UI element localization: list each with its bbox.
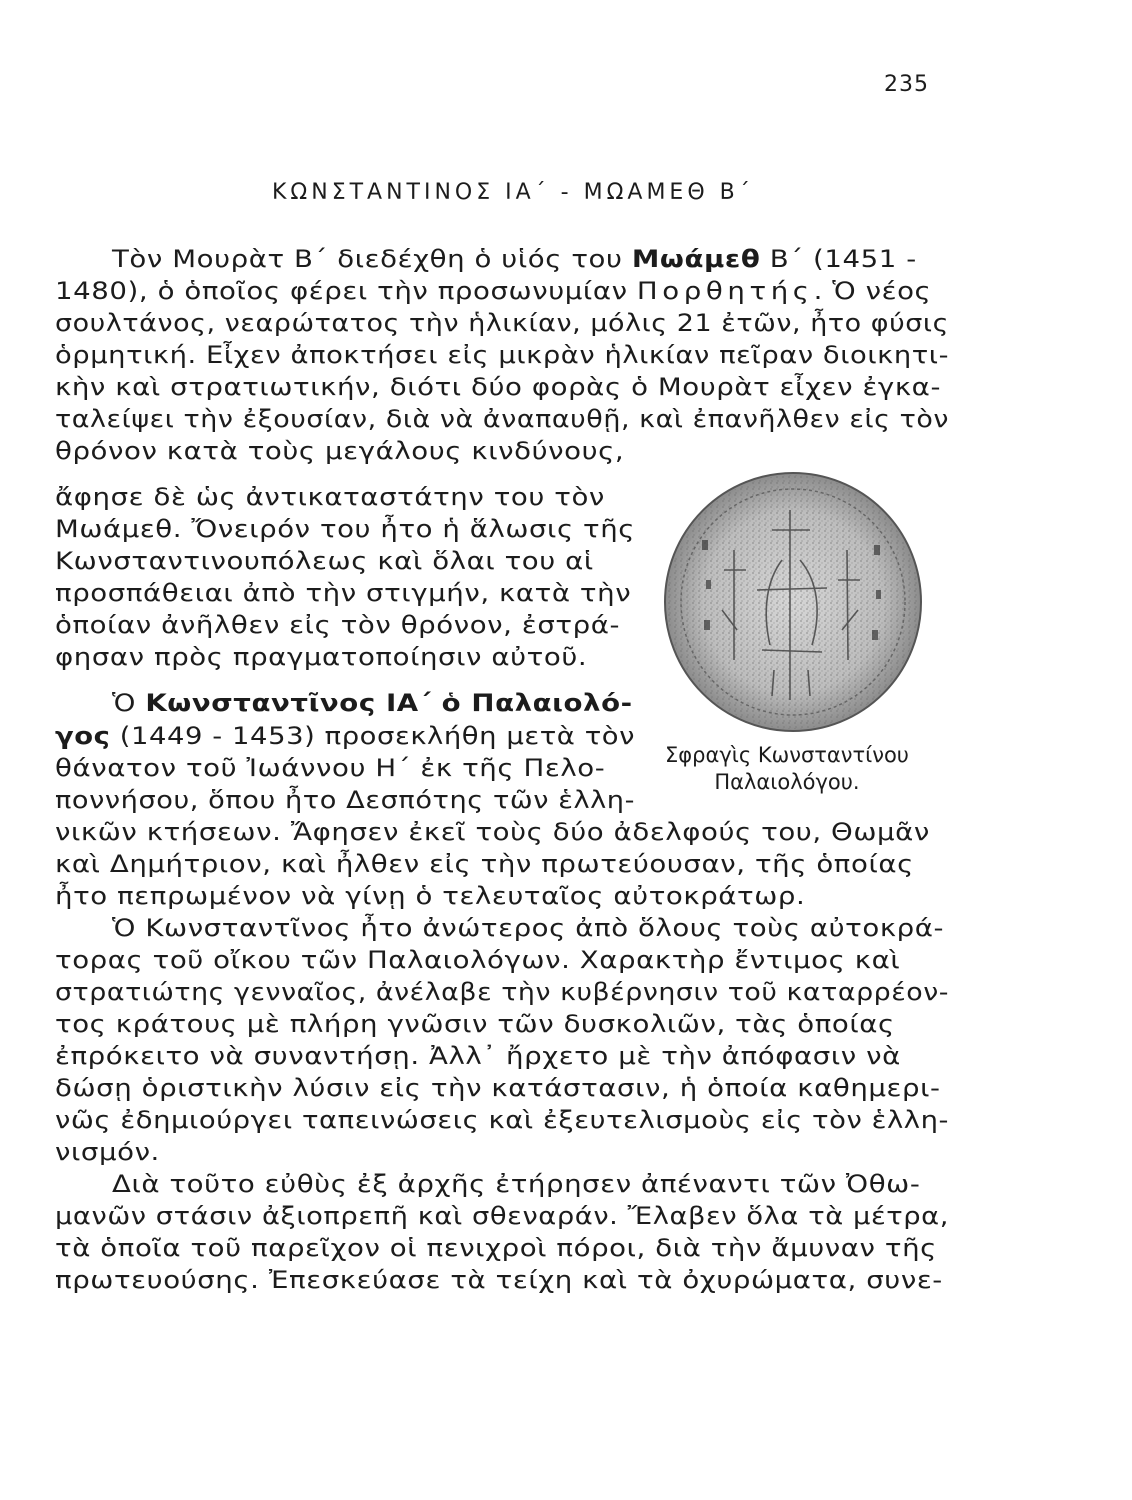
text-segment: ὁποίαν ἀνῆλθεν εἰς τὸν θρόνον, ἐστρά- [55, 611, 621, 639]
text-segment: (1449 - 1453) προσεκλήθη μετὰ τὸν [110, 722, 636, 750]
text-segment: ἐπρόκειτο νὰ συναντήσῃ. Ἀλλ᾽ ἤρχετο μὲ τὴν ἀπόφασιν νὰ [55, 1042, 901, 1070]
text-segment: νισμόν. [55, 1138, 160, 1166]
text-line [55, 308, 949, 338]
text-segment: τορας τοῦ οἴκου τῶν Παλαιολόγων. Χαρακτὴρ ἔντιμος καὶ [55, 946, 901, 974]
text-segment: νικῶν κτήσεων. Ἄφησεν ἐκεῖ τοὺς δύο ἀδελφούς του, Θωμᾶν [55, 818, 930, 846]
text-line [112, 913, 944, 943]
text-segment: μανῶν στάσιν ἀξιοπρεπῆ καὶ σθεναράν. Ἔλαβεν ὅλα τὰ μέτρα, [55, 1202, 949, 1230]
text-segment: Ὁ [112, 689, 146, 717]
text-line [55, 642, 587, 672]
page-number: 235 [884, 72, 929, 97]
text-segment: προσπάθειαι ἀπὸ τὴν στιγμήν, κατὰ τὴν [55, 579, 632, 607]
text-segment: 1480), ὁ ὁποῖος φέρει τὴν προσωνυμίαν [55, 277, 637, 305]
text-line [55, 404, 949, 434]
figure-caption-line2: Παλαιολόγου. [714, 770, 860, 794]
text-line [112, 688, 633, 718]
text-line [55, 372, 941, 402]
text-line [55, 1105, 949, 1135]
text-line [55, 482, 605, 512]
seal-of-constantine-image [662, 470, 924, 734]
text-line [55, 514, 635, 544]
text-line [55, 1041, 901, 1071]
text-line [55, 1137, 160, 1167]
text-segment: θρόνον κατὰ τοὺς μεγάλους κινδύνους, [55, 437, 625, 465]
text-segment: Κωνσταντινουπόλεως καὶ ὅλαι του αἱ [55, 547, 594, 575]
text-segment: ἦτο πεπρωμένον νὰ γίνῃ ὁ τελευταῖος αὐτοκράτωρ. [55, 882, 806, 910]
text-segment: σουλτάνος, νεαρώτατος τὴν ἡλικίαν, μόλις 21 ἐτῶν, ἦτο φύσις [55, 309, 949, 337]
text-segment: στρατιώτης γενναῖος, ἀνέλαβε τὴν κυβέρνησιν τοῦ καταρρέον- [55, 978, 950, 1006]
text-segment: . Ὁ νέος [813, 277, 932, 305]
figure-caption-line1: Σφραγὶς Κωνσταντίνου [665, 743, 909, 767]
text-line [55, 881, 805, 911]
text-segment: Τὸν Μουρὰτ Β΄ διεδέχθη ὁ υἱός του [112, 245, 632, 273]
text-line [55, 340, 949, 370]
text-segment: γος [55, 722, 111, 750]
text-segment: δώσῃ ὁριστικὴν λύσιν εἰς τὴν κατάστασιν, ἡ ὁποία καθημερι- [55, 1074, 941, 1102]
text-segment: ὁρμητική. Εἶχεν ἀποκτήσει εἰς μικρὰν ἡλικίαν πεῖραν διοικητι- [55, 341, 950, 369]
text-segment: ταλείψει τὴν ἐξουσίαν, διὰ νὰ ἀναπαυθῇ, καὶ ἐπανῆλθεν εἰς τὸν [55, 405, 949, 433]
text-segment: καὶ Δημήτριον, καὶ ἦλθεν εἰς τὴν πρωτεύουσαν, τῆς ὁποίας [55, 850, 914, 878]
text-line [55, 977, 949, 1007]
text-line [55, 1073, 941, 1103]
text-segment: Μωάμεθ. Ὄνειρόν του ἦτο ἡ ἅλωσις τῆς [55, 515, 635, 543]
chapter-heading: ΚΩΝΣΤΑΝΤΙΝΟΣ ΙΑ΄ - ΜΩΑΜΕΘ Β΄ [272, 180, 754, 205]
text-segment: ἄφησε δὲ ὡς ἀντικαταστάτην του τὸν [55, 483, 605, 511]
text-line [55, 785, 635, 815]
text-line [55, 436, 624, 466]
text-line [55, 817, 930, 847]
text-segment: φησαν πρὸς πραγματοποίησιν αὐτοῦ. [55, 643, 588, 671]
text-line [55, 721, 635, 751]
text-segment: Πορθητής [636, 277, 814, 305]
text-line [55, 546, 594, 576]
text-line [55, 1233, 937, 1263]
text-line [55, 1201, 949, 1231]
text-segment: νῶς ἐδημιούργει ταπεινώσεις καὶ ἐξευτελισμοὺς εἰς τὸν ἑλλη- [55, 1106, 950, 1134]
text-segment: τὰ ὁποῖα τοῦ παρεῖχον οἱ πενιχροὶ πόροι, διὰ τὴν ἄμυναν τῆς [55, 1234, 937, 1262]
text-line [55, 1265, 943, 1295]
text-segment: Β΄ (1451 - [760, 245, 917, 273]
text-segment: Ὁ Κωνσταντῖνος ἦτο ἀνώτερος ἀπὸ ὅλους τοὺς αὐτοκρά- [112, 914, 945, 942]
text-segment: θάνατον τοῦ Ἰωάννου Η΄ ἐκ τῆς Πελο- [55, 754, 606, 782]
text-segment: Διὰ τοῦτο εὐθὺς ἐξ ἀρχῆς ἐτήρησεν ἀπέναντι τῶν Ὀθω- [112, 1170, 921, 1198]
text-line [55, 849, 914, 879]
text-segment: ποννήσου, ὅπου ἦτο Δεσπότης τῶν ἑλλη- [55, 786, 635, 814]
text-line [112, 244, 917, 274]
text-line [55, 276, 931, 306]
text-segment: πρωτευούσης. Ἐπεσκεύασε τὰ τείχη καὶ τὰ ὀχυρώματα, συνε- [55, 1266, 943, 1294]
text-segment: Κωνσταντῖνος ΙΑ΄ ὁ Παλαιολό- [145, 689, 633, 717]
text-line [112, 1169, 920, 1199]
text-line [55, 578, 631, 608]
text-segment: κὴν καὶ στρατιωτικήν, διότι δύο φορὰς ὁ Μουρὰτ εἶχεν ἐγκα- [55, 373, 941, 401]
text-line [55, 610, 620, 640]
text-line [55, 1009, 895, 1039]
text-line [55, 945, 900, 975]
text-line [55, 753, 605, 783]
text-segment: Μωάμεθ [631, 245, 761, 273]
text-segment: τος κράτους μὲ πλήρη γνῶσιν τῶν δυσκολιῶν, τὰς ὁποίας [55, 1010, 895, 1038]
